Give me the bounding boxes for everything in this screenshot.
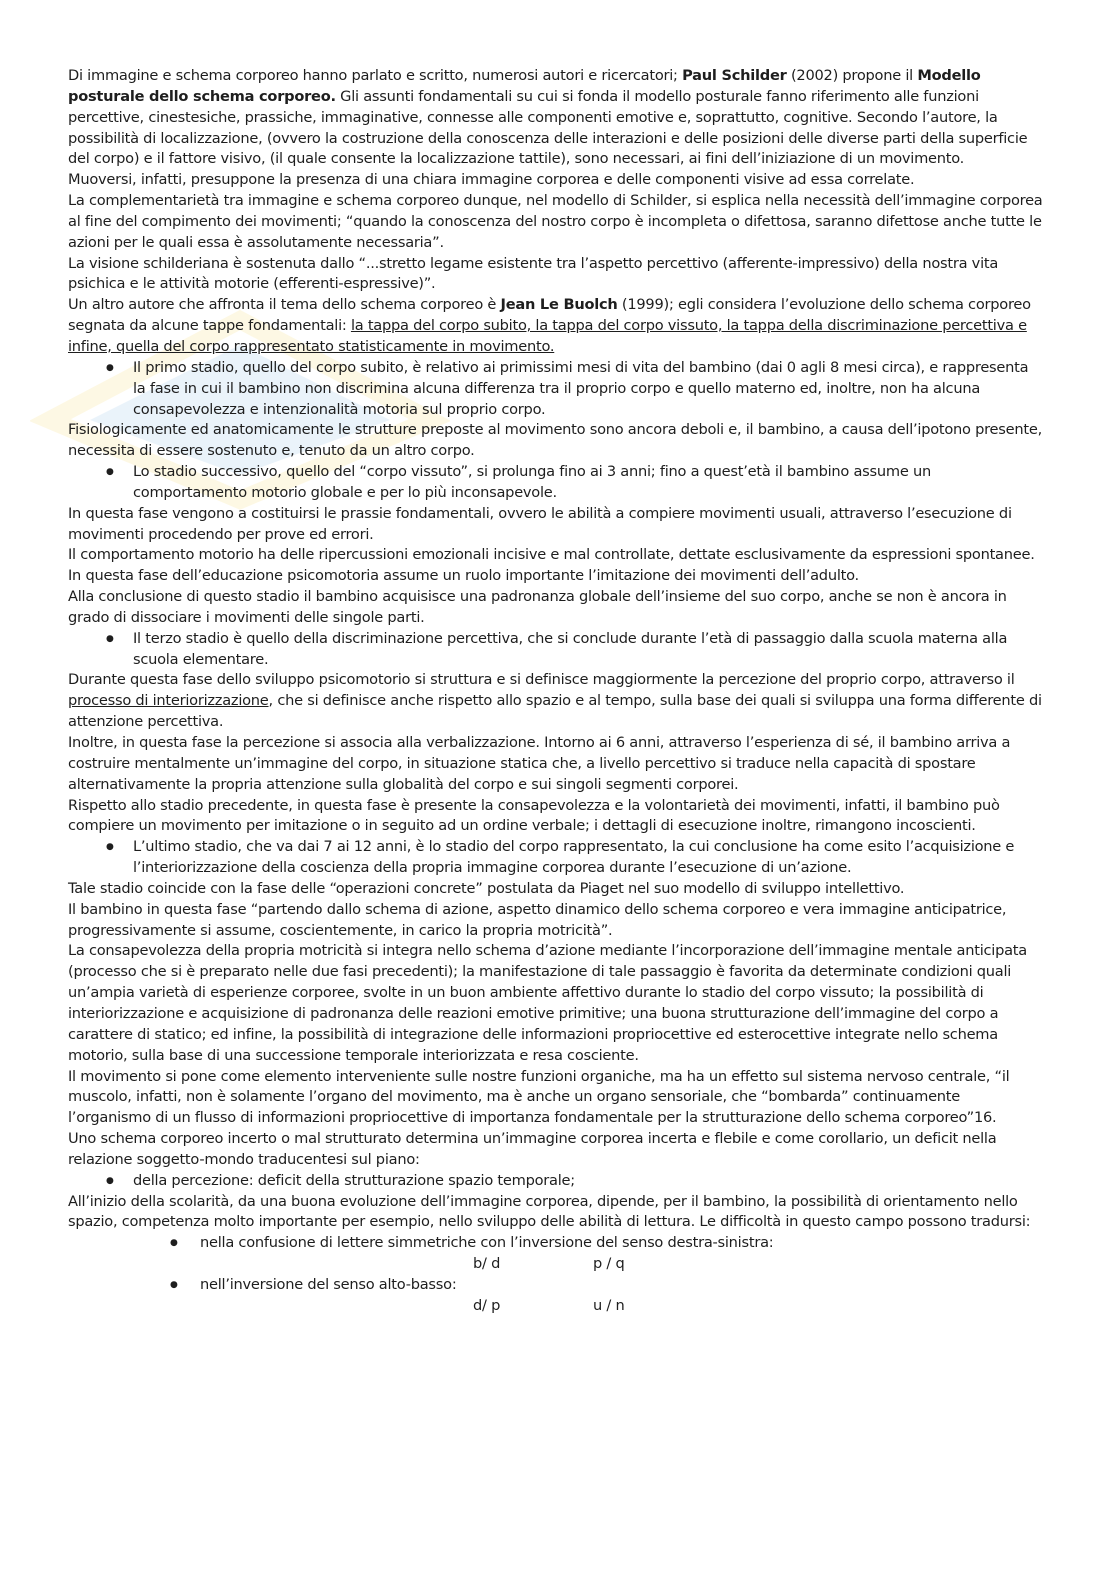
paragraph: La complementarietà tra immagine e schema corporeo dunque, nel modello di Schilder, si esplica nella necessità dell’immagine corporea al fine del compimento dei movimenti; “quando la conoscenza del nostro corpo è incompleta o difettosa, saranno difettose anche tutte le azioni per le quali essa è assolutamente necessaria”. [68,192,1043,251]
paragraph: Alla conclusione di questo stadio il bambino acquisisce una padronanza globale dell’insieme del suo corpo, anche se non è ancora in grado di dissociare i movimenti delle singole parti. [68,588,1007,626]
paragraph: Un altro autore che affronta il tema dello schema corporeo è Jean Le Buolch (1999); egli considera l’evoluzione dello schema corporeo segnata da alcune tappe fondamentali: la tappa del corpo subito, la tappa del corpo vissuto, la tappa della discriminazione percettiva e infine, quella del corpo rappresentato statisticamente in movimento. [68,296,1031,355]
letter-pair: b/ d [473,1255,501,1273]
author-name: Paul Schilder [682,67,787,84]
sub-bullet-item: ● nell’inversione del senso alto-basso: [68,1275,1043,1296]
paragraph: Il comportamento motorio ha delle ripercussioni emozionali incisive e mal controllate, dettate esclusivamente da espressioni spontanee. In questa fase dell’educazione psicomotoria assume un ruolo importante l’imitazione dei movimenti dell’adulto. [68,546,1035,585]
letter-pair-row [68,1254,1043,1275]
paragraph: Di immagine e schema corporeo hanno parlato e scritto, numerosi autori e ricercatori; Paul Schilder (2002) propone il Modello posturale dello schema corporeo. Gli assunti fondamentali su cui si fonda il modello posturale fanno riferimento alle funzioni percettive, cinestesiche, prassiche, immaginative, connesse alle componenti emotive e, soprattutto, cognitive. Secondo l’autore, la possibilità di localizzazione, (ovvero la costruzione della conoscenza delle interazioni e delle posizioni delle diverse parti della superficie del corpo) e il fattore visivo, (il quale consente la localizzazione tattile), sono necessari, ai fini dell’iniziazione di un movimento. [68,67,1028,168]
document-page [68,66,1043,1317]
sub-bullet-item: ● nella confusione di lettere simmetriche con l’inversione del senso destra-sinistra: [68,1233,1043,1254]
paragraph: La visione schilderiana è sostenuta dallo “...stretto legame esistente tra l’aspetto percettivo (afferente-impressivo) della nostra vita psichica e le attività motorie (efferenti-espressive)”. [68,254,999,293]
bullet-item: ● Il terzo stadio è quello della discriminazione percettiva, che si conclude durante l’età di passaggio dalla scuola materna alla scuola elementare. [68,629,1043,671]
letter-pair-row [68,1296,1043,1317]
bullet-item: ● della percezione: deficit della strutturazione spazio temporale; [68,1171,1043,1192]
bullet-item: ● L’ultimo stadio, che va dai 7 ai 12 anni, è lo stadio del corpo rappresentato, la cui conclusione ha come esito l’acquisizione e l’interiorizzazione della coscienza della propria immagine corporea durante l’esecuzione di un’azione. [68,837,1043,879]
paragraph: Uno schema corporeo incerto o mal strutturato determina un’immagine corporea incerta e flebile e come corollario, un deficit nella relazione soggetto-mondo traducentesi sul piano: [68,1130,997,1168]
underlined-text: processo di interiorizzazione [68,692,269,710]
paragraph: Inoltre, in questa fase la percezione si associa alla verbalizzazione. Intorno ai 6 anni, attraverso l’esperienza di sé, il bambino arriva a costruire mentalmente un’immagine del corpo, in situazione statica che, a livello percettivo si traduce nella capacità di spostare alternativamente la propria attenzione sulla globalità del corpo e sui singoli segmenti corporei. [68,734,1011,793]
underlined-text: la tappa del corpo subito, la tappa del corpo vissuto, la tappa della discriminazione percettiva e infine, quella del corpo rappresentato statisticamente in movimento. [68,317,1027,355]
paragraph: Muoversi, infatti, presuppone la presenza di una chiara immagine corporea e delle componenti visive ad essa correlate. [68,171,915,189]
paragraph: In questa fase vengono a costituirsi le prassie fondamentali, ovvero le abilità a compiere movimenti usuali, attraverso l’esecuzione di movimenti procedendo per prove ed errori. [68,504,1012,543]
bullet-item: ● Lo stadio successivo, quello del “corpo vissuto”, si prolunga fino ai 3 anni; fino a quest’età il bambino assume un comportamento motorio globale e per lo più inconsapevole. [68,462,1043,504]
paragraph: Tale stadio coincide con la fase delle “operazioni concrete” postulata da Piaget nel suo modello di sviluppo intellettivo. [68,879,905,897]
paragraph: Il bambino in questa fase “partendo dallo schema di azione, aspetto dinamico dello schema corporeo e vera immagine anticipatrice, progressivamente si assume, coscientemente, in carico la propria motricità”. [68,900,1007,939]
paragraph: Il movimento si pone come elemento interveniente sulle nostre funzioni organiche, ma ha un effetto sul sistema nervoso centrale, “il muscolo, infatti, non è solamente l’organo del movimento, ma è anche un organo sensoriale, che “bombarda” continuamente l’organismo di un flusso di informazioni propriocettive di importanza fondamentale per la strutturazione dello schema corporeo”16. [68,1067,1010,1127]
paragraph: Rispetto allo stadio precedente, in questa fase è presente la consapevolezza e la volontarietà dei movimenti, infatti, il bambino può compiere un movimento per imitazione o in seguito ad un ordine verbale; i dettagli di esecuzione inoltre, rimangono incoscienti. [68,796,1000,835]
letter-pair: d/ p [473,1296,501,1314]
author-name: Jean Le Buolch [500,296,618,314]
letter-pair: p / q [593,1255,625,1273]
letter-pair: u / n [593,1296,625,1314]
bullet-item: ● Il primo stadio, quello del corpo subito, è relativo ai primissimi mesi di vita del bambino (dai 0 agli 8 mesi circa), e rappresenta la fase in cui il bambino non discrimina alcuna differenza tra il proprio corpo e quello materno ed, inoltre, non ha alcuna consapevolezza e intenzionalità motoria sul proprio corpo. [68,358,1043,421]
paragraph: La consapevolezza della propria motricità si integra nello schema d’azione mediante l’incorporazione dell’immagine mentale anticipata (processo che si è preparato nelle due fasi precedenti); la manifestazione di tale passaggio è favorita da determinate condizioni quali un’ampia varietà di esperienze corporee, svolte in un buon ambiente affettivo durante lo stadio del corpo vissuto; la possibilità di interiorizzazione e acquisizione di padronanza delle reazioni emotive primitive; una buona strutturazione dell’immagine del corpo a carattere di statico; ed infine, la possibilità di integrazione delle informazioni propriocettive ed esterocettive integrate nello schema motorio, sulla base di una successione temporale interiorizzata e resa cosciente. [68,942,1027,1064]
paragraph: All’inizio della scolarità, da una buona evoluzione dell’immagine corporea, dipende, per il bambino, la possibilità di orientamento nello spazio, competenza molto importante per esempio, nello sviluppo delle abilità di lettura. Le difficoltà in questo campo possono tradursi: [68,1192,1031,1231]
paragraph: Durante questa fase dello sviluppo psicomotorio si struttura e si definisce maggiormente la percezione del proprio corpo, attraverso il processo di interiorizzazione, che si definisce anche rispetto allo spazio e al tempo, sulla base dei quali si sviluppa una forma differente di attenzione percettiva. [68,671,1042,731]
model-name: Modello posturale dello schema corporeo. [68,67,981,105]
paragraph: Fisiologicamente ed anatomicamente le strutture preposte al movimento sono ancora deboli e, il bambino, a causa dell’ipotono presente, necessita di essere sostenuto e, tenuto da un altro corpo. [68,421,1042,460]
